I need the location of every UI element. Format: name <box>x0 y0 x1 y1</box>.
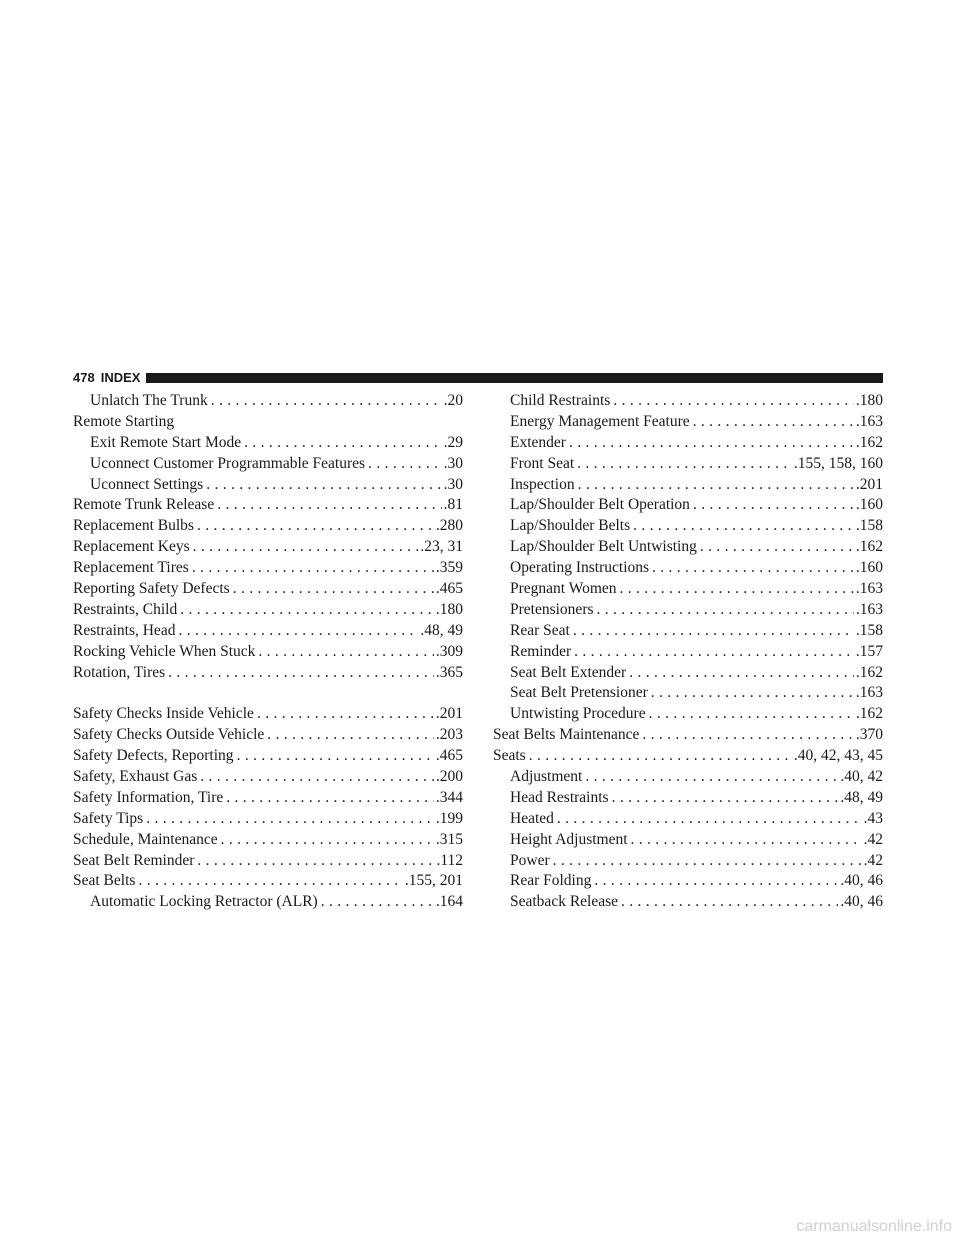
dot-leader <box>365 454 442 475</box>
dot-leader <box>264 725 434 746</box>
index-spacer <box>73 683 463 704</box>
dot-leader <box>318 892 434 913</box>
index-page-refs: .160 <box>855 559 883 577</box>
index-page-refs: .81 <box>443 496 463 514</box>
index-term: Rear Seat <box>510 621 570 639</box>
dot-leader <box>165 663 434 684</box>
index-page-refs: .180 <box>435 600 463 618</box>
dot-leader <box>208 391 442 412</box>
index-term: Rotation, Tires <box>73 663 166 681</box>
dot-leader <box>582 767 838 788</box>
index-entry <box>73 412 463 433</box>
index-entry <box>73 746 463 767</box>
dot-leader <box>626 663 854 684</box>
index-entry <box>73 495 463 516</box>
index-term: Adjustment <box>510 768 583 786</box>
index-page-refs: .42 <box>863 851 883 869</box>
index-page-refs: .42 <box>863 830 883 848</box>
index-subentry <box>493 495 883 516</box>
dot-leader <box>255 642 433 663</box>
dot-leader <box>591 871 838 892</box>
index-page-refs: .40, 46 <box>840 872 883 890</box>
index-term: Seats <box>493 747 526 765</box>
index-subentry <box>493 600 883 621</box>
index-page-refs: .199 <box>435 809 463 827</box>
dot-leader <box>194 851 434 872</box>
index-entry <box>73 704 463 725</box>
index-subentry <box>493 788 883 809</box>
dot-leader <box>618 892 838 913</box>
index-subentry <box>493 475 883 496</box>
index-page-refs: .365 <box>435 663 463 681</box>
index-subentry <box>493 809 883 830</box>
index-term: Heated <box>510 809 554 827</box>
dot-leader <box>594 600 854 621</box>
index-page-refs: .162 <box>855 433 883 451</box>
index-page-refs: .163 <box>855 684 883 702</box>
index-page-refs: .48, 49 <box>420 621 463 639</box>
index-entry <box>73 600 463 621</box>
index-page-refs: .40, 46 <box>840 893 883 911</box>
index-term: Operating Instructions <box>510 559 650 577</box>
index-term: Lap/Shoulder Belts <box>510 517 631 535</box>
index-subentry <box>493 704 883 725</box>
index-page-refs: .48, 49 <box>840 788 883 806</box>
index-term: Reminder <box>510 642 572 660</box>
index-page-refs: .112 <box>436 851 463 869</box>
index-subentry <box>493 767 883 788</box>
index-term: Uconnect Settings <box>90 475 204 493</box>
index-subentry <box>493 830 883 851</box>
index-term: Exit Remote Start Mode <box>90 433 242 451</box>
dot-leader <box>628 830 862 851</box>
section-title: INDEX <box>100 370 141 385</box>
watermark[interactable]: carmanualsonline.info <box>796 1218 952 1235</box>
dot-leader <box>570 621 854 642</box>
dot-leader <box>697 537 854 558</box>
index-entry <box>73 537 463 558</box>
dot-leader <box>175 621 418 642</box>
index-term: Unlatch The Trunk <box>90 392 208 409</box>
index-term: Safety Checks Outside Vehicle <box>73 726 265 744</box>
index-term: Safety Information, Tire <box>73 788 224 806</box>
dot-leader <box>189 558 434 579</box>
index-page-refs: .280 <box>435 517 463 535</box>
index-page-refs: .465 <box>435 747 463 765</box>
index-entry <box>73 830 463 851</box>
index-term: Schedule, Maintenance <box>73 830 218 848</box>
dot-leader <box>648 683 854 704</box>
dot-leader <box>241 433 442 454</box>
dot-leader <box>610 391 854 412</box>
index-column-left <box>73 391 463 913</box>
index-term: Reporting Safety Defects <box>73 580 230 598</box>
index-term: Lap/Shoulder Belt Untwisting <box>510 538 697 556</box>
dot-leader <box>690 495 854 516</box>
index-entry <box>73 642 463 663</box>
index-term: Energy Management Feature <box>510 412 690 430</box>
dot-leader <box>575 475 854 496</box>
dot-leader <box>230 579 434 600</box>
index-page-refs: .162 <box>855 663 883 681</box>
dot-leader <box>639 725 854 746</box>
dot-leader <box>609 788 839 809</box>
index-page-refs: .30 <box>443 454 463 472</box>
index-page-refs: .163 <box>855 600 883 618</box>
index-page-refs: .155, 158, 160 <box>793 454 883 472</box>
dot-leader <box>574 454 792 475</box>
index-page-refs: .155, 201 <box>404 872 463 890</box>
dot-leader <box>143 809 434 830</box>
index-subentry <box>73 475 463 496</box>
index-page-refs: .43 <box>863 809 883 827</box>
dot-leader <box>566 433 854 454</box>
index-entry <box>73 621 463 642</box>
dot-leader <box>197 767 434 788</box>
dot-leader <box>630 516 854 537</box>
index-subentry <box>493 391 883 412</box>
index-subentry <box>493 871 883 892</box>
dot-leader <box>234 746 434 767</box>
index-term: Restraints, Child <box>73 600 178 618</box>
dot-leader <box>617 579 854 600</box>
index-subentry <box>73 433 463 454</box>
dot-leader <box>526 746 792 767</box>
index-page-refs: .20 <box>443 392 463 409</box>
index-page-refs: .465 <box>435 580 463 598</box>
dot-leader <box>646 704 854 725</box>
index-term: Child Restraints <box>510 392 611 409</box>
index-page-refs: .157 <box>855 642 883 660</box>
index-page-refs: .370 <box>855 726 883 744</box>
index-term: Untwisting Procedure <box>510 705 646 723</box>
index-term: Uconnect Customer Programmable Features <box>90 454 366 472</box>
index-subentry <box>493 516 883 537</box>
index-entry <box>73 809 463 830</box>
index-page-refs: .201 <box>435 705 463 723</box>
index-entry <box>73 516 463 537</box>
dot-leader <box>690 412 854 433</box>
dot-leader <box>177 600 434 621</box>
index-term: Seat Belt Pretensioner <box>510 684 648 702</box>
index-term: Seat Belts <box>73 872 136 890</box>
index-page-refs: .40, 42 <box>840 768 883 786</box>
index-subentry <box>493 683 883 704</box>
index-page-refs: .162 <box>855 705 883 723</box>
dot-leader <box>571 642 854 663</box>
index-term: Front Seat <box>510 454 575 472</box>
dot-leader <box>218 830 434 851</box>
index-subentry <box>493 851 883 872</box>
index-term: Pregnant Women <box>510 580 617 598</box>
index-page-refs: .163 <box>855 580 883 598</box>
index-term: Safety, Exhaust Gas <box>73 768 198 786</box>
index-page-refs: .160 <box>855 496 883 514</box>
index-entry <box>73 663 463 684</box>
index-term: Replacement Tires <box>73 559 189 577</box>
index-subentry <box>73 391 463 412</box>
index-page-refs: .40, 42, 43, 45 <box>793 747 883 765</box>
index-term: Head Restraints <box>510 788 609 806</box>
index-subentry <box>493 558 883 579</box>
index-page-refs: .29 <box>443 433 463 451</box>
index-term: Safety Defects, Reporting <box>73 747 234 765</box>
index-term: Restraints, Head <box>73 621 176 639</box>
index-term: Seat Belt Extender <box>510 663 627 681</box>
index-subentry <box>73 892 463 913</box>
dot-leader <box>223 788 434 809</box>
dot-leader <box>554 809 862 830</box>
dot-leader <box>194 516 434 537</box>
index-entry <box>73 558 463 579</box>
index-page-refs: .309 <box>435 642 463 660</box>
index-subentry <box>493 579 883 600</box>
index-term: Seat Belts Maintenance <box>493 726 640 744</box>
index-page-refs: .201 <box>855 475 883 493</box>
dot-leader <box>550 851 862 872</box>
index-page-refs: .162 <box>855 538 883 556</box>
index-entry <box>73 871 463 892</box>
index-subentry <box>493 412 883 433</box>
index-subentry <box>493 892 883 913</box>
index-subentry <box>493 454 883 475</box>
dot-leader <box>190 537 419 558</box>
index-page-refs: .158 <box>855 517 883 535</box>
index-term: Seatback Release <box>510 893 619 911</box>
index-page-refs: .344 <box>435 788 463 806</box>
index-subentry <box>493 537 883 558</box>
index-term: Height Adjustment <box>510 830 628 848</box>
page-number: 478 <box>73 370 95 385</box>
index-subentry <box>493 433 883 454</box>
dot-leader <box>649 558 854 579</box>
index-term: Automatic Locking Retractor (ALR) <box>90 893 318 911</box>
index-entry <box>493 725 883 746</box>
index-page-refs: .315 <box>435 830 463 848</box>
index-term: Remote Trunk Release <box>73 496 215 514</box>
index-term: Power <box>510 851 550 869</box>
index-subentry <box>493 621 883 642</box>
index-page-refs: .180 <box>855 392 883 409</box>
index-term: Rocking Vehicle When Stuck <box>73 642 256 660</box>
index-entry <box>73 767 463 788</box>
index-entry <box>73 788 463 809</box>
index-page-refs: .30 <box>443 475 463 493</box>
index-term: Extender <box>510 433 566 451</box>
index-page-refs: .158 <box>855 621 883 639</box>
index-page-refs: .164 <box>435 893 463 911</box>
index-term: Seat Belt Reminder <box>73 851 195 869</box>
index-entry <box>493 746 883 767</box>
index-term: Lap/Shoulder Belt Operation <box>510 496 690 514</box>
index-column-right <box>493 391 883 913</box>
index-page-refs: .203 <box>435 726 463 744</box>
index-subentry <box>73 454 463 475</box>
index-term: Remote Starting <box>73 412 175 430</box>
dot-leader <box>254 704 434 725</box>
index-entry <box>73 725 463 746</box>
index-entry <box>73 851 463 872</box>
index-entry <box>73 579 463 600</box>
header-rule <box>146 373 883 383</box>
dot-leader <box>135 871 402 892</box>
index-page-refs: .163 <box>855 412 883 430</box>
index-term: Pretensioners <box>510 600 594 618</box>
index-term: Replacement Keys <box>73 538 190 556</box>
index-subentry <box>493 663 883 684</box>
dot-leader <box>203 475 441 496</box>
index-term: Safety Tips <box>73 809 144 827</box>
dot-leader <box>214 495 441 516</box>
index-term: Inspection <box>510 475 575 493</box>
index-term: Safety Checks Inside Vehicle <box>73 705 254 723</box>
index-page-refs: .23, 31 <box>420 538 463 556</box>
index-subentry <box>493 642 883 663</box>
index-page-refs: .200 <box>435 768 463 786</box>
index-term: Replacement Bulbs <box>73 517 194 535</box>
index-page-refs: .359 <box>435 559 463 577</box>
page-header <box>73 370 883 386</box>
index-term: Rear Folding <box>510 872 592 890</box>
